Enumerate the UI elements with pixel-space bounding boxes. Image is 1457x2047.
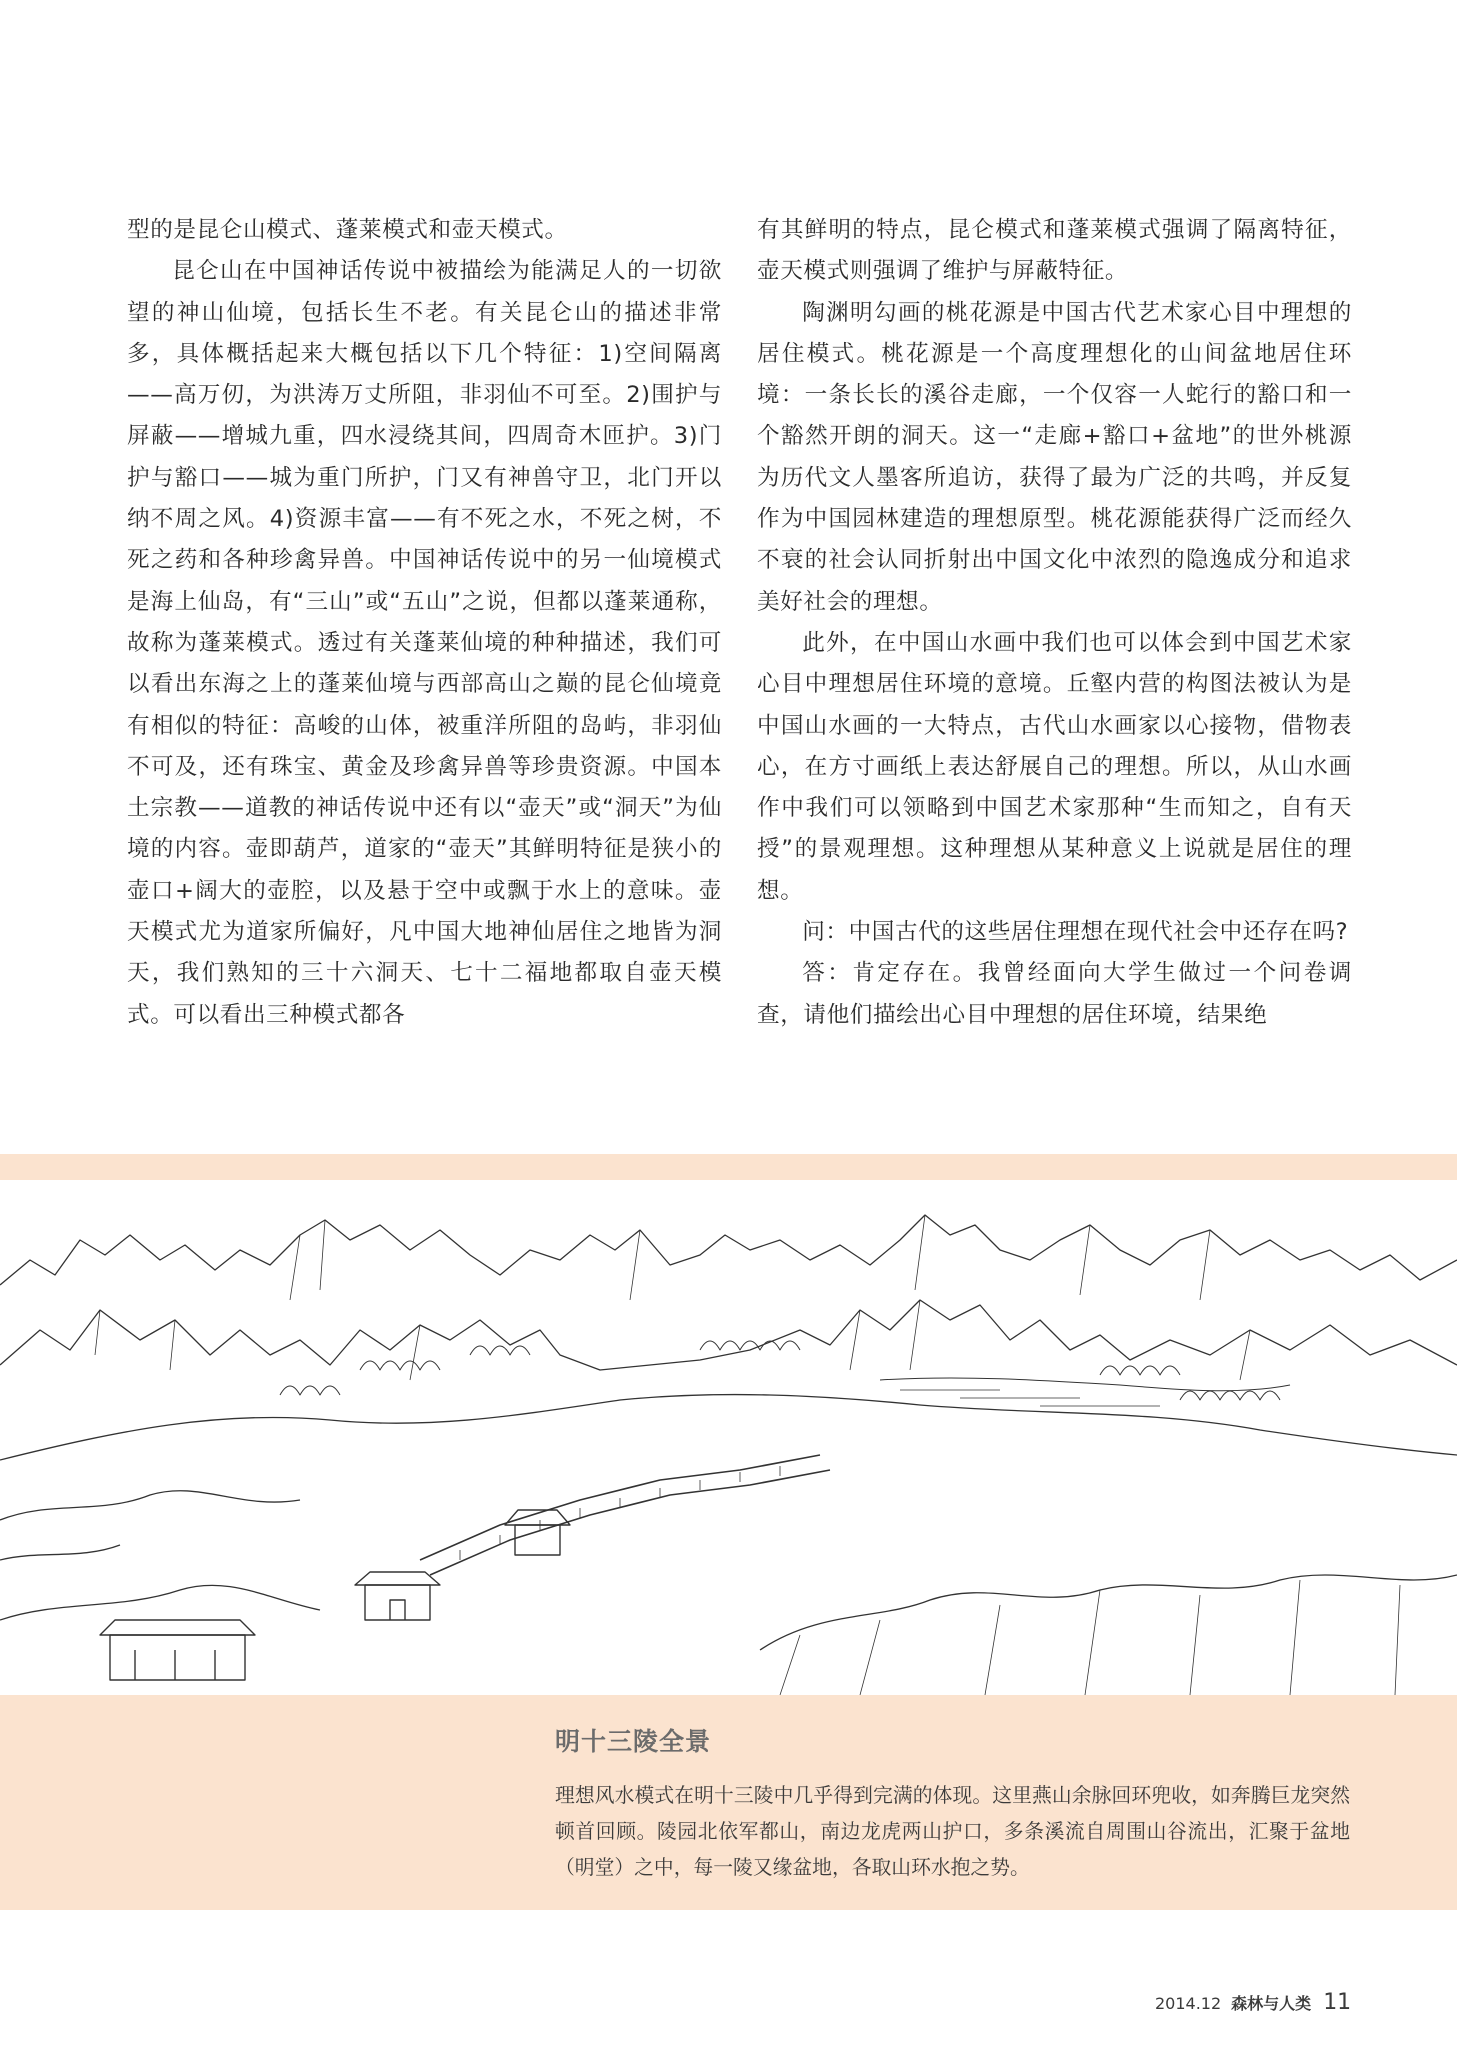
paragraph: 有其鲜明的特点，昆仑模式和蓬莱模式强调了隔离特征，壶天模式则强调了维护与屏蔽特征。 [757,217,1352,285]
left-foothills [0,1491,300,1560]
foreground-hills [0,1575,1457,1650]
paragraph: 问：中国古代的这些居住理想在现代社会中还存在吗? [802,919,1349,946]
issue-date: 2014.12 [1155,1994,1222,2013]
paragraph: 答：肯定存在。我曾经面向大学生做过一个问卷调查，请他们描绘出心目中理想的居住环境，结果绝 [757,960,1352,1028]
page-number: 11 [1323,1990,1352,2015]
great-red-gate [355,1572,440,1620]
page-footer [1155,1990,1351,2020]
paragraph: 陶渊明勾画的桃花源是中国古代艺术家心目中理想的居住模式。桃花源是一个高度理想化的山间盆地居住环境：一条长长的溪谷走廊，一个仅容一人蛇行的豁口和一个豁然开朗的洞天。这一“走廊+豁口+盆地”的世外桃源为历代文人墨客所追访，获得了最为广泛的共鸣，并反复作为中国园林建造的理想原型。桃花源能获得广泛而经久不衰的社会认同折射出中国文化中浓烈的隐逸成分和追求美好社会的理想。 [757,299,1352,615]
basin-outline [0,1395,1457,1460]
paragraph: 此外，在中国山水画中我们也可以体会到中国艺术家心目中理想居住环境的意境。丘壑内营的构图法被认为是中国山水画的一大特点，古代山水画家以心接物，借物表心，在方寸画纸上表达舒展自己的理想。所以，从山水画作中我们可以领略到中国艺术家那种“生而知之，自有天授”的景观理想。这种理想从某种意义上说就是居住的理想。 [757,629,1352,904]
paragraph: 型的是昆仑山模式、蓬莱模式和壶天模式。 [127,217,568,243]
mid-mountain-ridge [0,1300,1457,1370]
memorial-archway [100,1620,255,1680]
top-color-band [0,1154,1457,1180]
stele-pavilion [505,1510,570,1555]
far-mountain-ridge [0,1215,1457,1285]
caption-text: 理想风水模式在明十三陵中几乎得到完满的体现。这里燕山余脉回环兜收，如奔腾巨龙突然顿首回顾。陵园北依军都山，南边龙虎两山护口，多条溪流自周围山谷流出，汇聚于盆地（明堂）之中，每一陵又缘盆地，各取山环水抱之势。 [555,1784,1350,1879]
paragraph: 昆仑山在中国神话传说中被描绘为能满足人的一切欲望的神山仙境，包括长生不老。有关昆仑山的描述非常多，具体概括起来大概包括以下几个特征：1)空间隔离——高万仞，为洪涛万丈所阻，非羽仙不可至。2)围护与屏蔽——增城九重，四水浸绕其间，四周奇木匝护。3)门护与豁口——城为重门所护，门又有神兽守卫，北门开以纳不周之风。4)资源丰富——有不死之水，不死之树，不死之药和各种珍禽异兽。中国神话传说中的另一仙境模式是海上仙岛，有“三山”或“五山”之说，但都以蓬莱通称，故称为蓬莱模式。透过有关蓬莱仙境的种种描述，我们可以看出东海之上的蓬莱仙境与西部高山之巅的昆仑仙境竟有相似的特征：高峻的山体，被重洋所阻的岛屿，非羽仙不可及，还有珠宝、黄金及珍禽异兽等珍贵资源。中国本土宗教——道教的神话传说中还有以“壶天”或“洞天”为仙境的内容。壶即葫芦，道家的“壶天”其鲜明特征是狭小的壶口+阔大的壶腔，以及悬于空中或飘于水上的意味。壶天模式尤为道家所偏好，凡中国大地神仙居住之地皆为洞天，我们熟知的三十六洞天、七十二福地都取自壶天模式。可以看出三种模式都各 [127,258,722,1028]
ming-tombs-panorama-illustration [0,1180,1457,1695]
caption-title: 明十三陵全景 [555,1727,712,1756]
mountain-hatching [95,1215,1250,1380]
left-text-column [127,210,722,1036]
right-text-column [757,210,1352,1036]
spirit-way-road-edge [430,1470,830,1575]
reservoir-water [880,1378,1290,1391]
tree-clusters [280,1341,1280,1400]
magazine-name: 森林与人类 [1231,1994,1312,2013]
